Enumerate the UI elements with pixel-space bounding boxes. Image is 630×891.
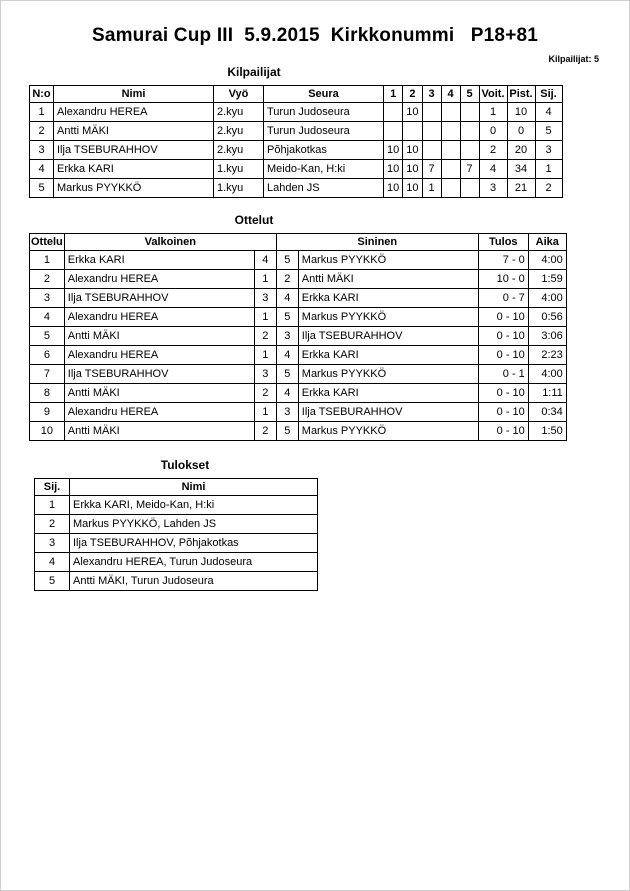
result-row: [35, 572, 318, 591]
cell-white-no: 1: [254, 308, 276, 327]
cell-result: 10 - 0: [478, 270, 528, 289]
cell-nimi: Markus PYYKKÖ: [54, 179, 214, 198]
cell-time: 1:50: [528, 422, 566, 441]
cell-white-name: Ilja TSEBURAHHOV: [64, 365, 254, 384]
cell-white-no: 4: [254, 251, 276, 270]
competitor-row: [30, 122, 563, 141]
cell-score-4: [441, 122, 460, 141]
result-row: [35, 515, 318, 534]
cell-vyo: 2.kyu: [214, 141, 264, 160]
col-header-tulos: Tulos: [478, 234, 528, 251]
col-header-aika: Aika: [528, 234, 566, 251]
cell-voit: 4: [479, 160, 507, 179]
col-header-vyo: Vyö: [214, 86, 264, 103]
cell-white-name: Antti MÄKI: [64, 327, 254, 346]
cell-seura: Turun Judoseura: [264, 122, 384, 141]
cell-match-no: 6: [30, 346, 65, 365]
cell-nimi: Alexandru HEREA: [54, 103, 214, 122]
match-row: [30, 365, 567, 384]
cell-score-1: 10: [384, 160, 403, 179]
cell-blue-name: Ilja TSEBURAHHOV: [298, 327, 478, 346]
cell-white-name: Alexandru HEREA: [64, 403, 254, 422]
page-title: Samurai Cup III 5.9.2015 Kirkkonummi P18+81: [91, 25, 539, 46]
cell-match-no: 4: [30, 308, 65, 327]
competitor-row: [30, 103, 563, 122]
cell-no: 3: [30, 141, 54, 160]
result-row: [35, 534, 318, 553]
cell-white-no: 3: [254, 365, 276, 384]
cell-nimi: Antti MÄKI: [54, 122, 214, 141]
cell-score-2: 10: [403, 103, 422, 122]
match-row: [30, 270, 567, 289]
cell-name-club: Markus PYYKKÖ, Lahden JS: [70, 515, 318, 534]
cell-match-no: 2: [30, 270, 65, 289]
cell-white-name: Erkka KARI: [64, 251, 254, 270]
cell-no: 2: [30, 122, 54, 141]
cell-time: 1:59: [528, 270, 566, 289]
cell-name-club: Alexandru HEREA, Turun Judoseura: [70, 553, 318, 572]
cell-score-4: [441, 141, 460, 160]
col-header-sininen: Sininen: [276, 234, 478, 251]
competitors-table: [29, 85, 563, 198]
cell-match-no: 8: [30, 384, 65, 403]
cell-time: 1:11: [528, 384, 566, 403]
cell-white-name: Alexandru HEREA: [64, 308, 254, 327]
cell-vyo: 2.kyu: [214, 122, 264, 141]
cell-pist: 0: [507, 122, 535, 141]
cell-result: 7 - 0: [478, 251, 528, 270]
cell-time: 4:00: [528, 251, 566, 270]
cell-blue-no: 2: [276, 270, 298, 289]
cell-voit: 3: [479, 179, 507, 198]
cell-voit: 2: [479, 141, 507, 160]
cell-no: 4: [30, 160, 54, 179]
cell-score-4: [441, 160, 460, 179]
match-row: [30, 327, 567, 346]
cell-vyo: 1.kyu: [214, 160, 264, 179]
cell-match-no: 5: [30, 327, 65, 346]
cell-blue-name: Markus PYYKKÖ: [298, 365, 478, 384]
cell-seura: Põhjakotkas: [264, 141, 384, 160]
cell-pist: 34: [507, 160, 535, 179]
cell-blue-no: 4: [276, 384, 298, 403]
cell-match-no: 7: [30, 365, 65, 384]
cell-time: 3:06: [528, 327, 566, 346]
cell-white-name: Alexandru HEREA: [64, 270, 254, 289]
col-header-2: 2: [403, 86, 422, 103]
cell-time: 4:00: [528, 289, 566, 308]
col-header-no: N:o: [30, 86, 54, 103]
cell-pist: 20: [507, 141, 535, 160]
cell-name-club: Erkka KARI, Meido-Kan, H:ki: [70, 496, 318, 515]
competitor-row: [30, 160, 563, 179]
col-header-voit: Voit.: [479, 86, 507, 103]
cell-score-1: 10: [384, 179, 403, 198]
col-header-nimi: Nimi: [54, 86, 214, 103]
cell-voit: 0: [479, 122, 507, 141]
cell-blue-no: 5: [276, 308, 298, 327]
cell-blue-no: 4: [276, 346, 298, 365]
cell-blue-name: Erkka KARI: [298, 384, 478, 403]
section-title-ottelut: Ottelut: [234, 213, 274, 227]
cell-sij: 4: [535, 103, 562, 122]
match-row: [30, 346, 567, 365]
cell-blue-name: Markus PYYKKÖ: [298, 251, 478, 270]
cell-sij: 2: [535, 179, 562, 198]
competitors-count: Kilpailijat: 5: [548, 54, 599, 64]
cell-seura: Meido-Kan, H:ki: [264, 160, 384, 179]
cell-score-5: [460, 122, 479, 141]
competitor-row: [30, 141, 563, 160]
cell-white-no: 3: [254, 289, 276, 308]
competitors-header-row: [30, 86, 563, 103]
cell-sij: 1: [535, 160, 562, 179]
cell-place: 2: [35, 515, 70, 534]
cell-score-1: [384, 122, 403, 141]
col-header-nimi: Nimi: [70, 479, 318, 496]
cell-place: 3: [35, 534, 70, 553]
cell-score-2: 10: [403, 141, 422, 160]
cell-white-name: Ilja TSEBURAHHOV: [64, 289, 254, 308]
cell-no: 1: [30, 103, 54, 122]
cell-blue-no: 5: [276, 251, 298, 270]
cell-seura: Lahden JS: [264, 179, 384, 198]
cell-white-no: 2: [254, 422, 276, 441]
cell-no: 5: [30, 179, 54, 198]
col-header-5: 5: [460, 86, 479, 103]
match-row: [30, 251, 567, 270]
cell-white-no: 2: [254, 327, 276, 346]
cell-blue-no: 4: [276, 289, 298, 308]
match-row: [30, 384, 567, 403]
cell-white-no: 1: [254, 403, 276, 422]
cell-white-no: 1: [254, 346, 276, 365]
match-row: [30, 289, 567, 308]
cell-nimi: Erkka KARI: [54, 160, 214, 179]
cell-place: 5: [35, 572, 70, 591]
match-row: [30, 422, 567, 441]
cell-result: 0 - 10: [478, 346, 528, 365]
col-header-1: 1: [384, 86, 403, 103]
cell-match-no: 10: [30, 422, 65, 441]
cell-time: 0:34: [528, 403, 566, 422]
col-header-valkoinen: Valkoinen: [64, 234, 276, 251]
cell-sij: 5: [535, 122, 562, 141]
col-header-ottelu: Ottelu: [30, 234, 65, 251]
cell-time: 0:56: [528, 308, 566, 327]
cell-result: 0 - 10: [478, 327, 528, 346]
cell-score-5: [460, 141, 479, 160]
cell-vyo: 1.kyu: [214, 179, 264, 198]
cell-score-2: [403, 122, 422, 141]
cell-score-3: [422, 103, 441, 122]
final-results-table: [34, 478, 318, 591]
cell-time: 4:00: [528, 365, 566, 384]
col-header-sij: Sij.: [35, 479, 70, 496]
cell-place: 1: [35, 496, 70, 515]
cell-blue-name: Antti MÄKI: [298, 270, 478, 289]
cell-score-2: 10: [403, 160, 422, 179]
cell-blue-no: 3: [276, 403, 298, 422]
cell-name-club: Antti MÄKI, Turun Judoseura: [70, 572, 318, 591]
cell-white-name: Antti MÄKI: [64, 422, 254, 441]
competitor-row: [30, 179, 563, 198]
cell-score-3: 7: [422, 160, 441, 179]
col-header-seura: Seura: [264, 86, 384, 103]
cell-match-no: 3: [30, 289, 65, 308]
cell-name-club: Ilja TSEBURAHHOV, Põhjakotkas: [70, 534, 318, 553]
cell-score-1: 10: [384, 141, 403, 160]
cell-result: 0 - 10: [478, 384, 528, 403]
cell-score-4: [441, 179, 460, 198]
cell-score-3: [422, 141, 441, 160]
matches-table: [29, 233, 567, 441]
cell-seura: Turun Judoseura: [264, 103, 384, 122]
cell-score-3: 1: [422, 179, 441, 198]
cell-blue-name: Ilja TSEBURAHHOV: [298, 403, 478, 422]
result-row: [35, 553, 318, 572]
cell-white-name: Alexandru HEREA: [64, 346, 254, 365]
cell-score-5: [460, 179, 479, 198]
cell-vyo: 2.kyu: [214, 103, 264, 122]
cell-match-no: 1: [30, 251, 65, 270]
cell-pist: 10: [507, 103, 535, 122]
col-header-4: 4: [441, 86, 460, 103]
cell-place: 4: [35, 553, 70, 572]
cell-blue-no: 3: [276, 327, 298, 346]
cell-sij: 3: [535, 141, 562, 160]
cell-blue-name: Erkka KARI: [298, 346, 478, 365]
result-row: [35, 496, 318, 515]
cell-score-2: 10: [403, 179, 422, 198]
cell-result: 0 - 1: [478, 365, 528, 384]
cell-score-5: [460, 103, 479, 122]
cell-white-name: Antti MÄKI: [64, 384, 254, 403]
cell-blue-no: 5: [276, 365, 298, 384]
col-header-sij: Sij.: [535, 86, 562, 103]
cell-blue-name: Markus PYYKKÖ: [298, 308, 478, 327]
cell-score-5: 7: [460, 160, 479, 179]
col-header-pist: Pist.: [507, 86, 535, 103]
match-row: [30, 403, 567, 422]
cell-blue-name: Markus PYYKKÖ: [298, 422, 478, 441]
cell-result: 0 - 10: [478, 308, 528, 327]
cell-pist: 21: [507, 179, 535, 198]
cell-voit: 1: [479, 103, 507, 122]
matches-header-row: [30, 234, 567, 251]
cell-score-1: [384, 103, 403, 122]
match-row: [30, 308, 567, 327]
cell-blue-name: Erkka KARI: [298, 289, 478, 308]
cell-score-3: [422, 122, 441, 141]
cell-result: 0 - 10: [478, 422, 528, 441]
section-title-tulokset: Tulokset: [160, 458, 210, 472]
cell-blue-no: 5: [276, 422, 298, 441]
results-header-row: [35, 479, 318, 496]
cell-white-no: 1: [254, 270, 276, 289]
cell-match-no: 9: [30, 403, 65, 422]
cell-white-no: 2: [254, 384, 276, 403]
cell-result: 0 - 10: [478, 403, 528, 422]
cell-nimi: Ilja TSEBURAHHOV: [54, 141, 214, 160]
col-header-3: 3: [422, 86, 441, 103]
cell-time: 2:23: [528, 346, 566, 365]
cell-result: 0 - 7: [478, 289, 528, 308]
section-title-kilpailijat: Kilpailijat: [227, 65, 281, 79]
cell-score-4: [441, 103, 460, 122]
